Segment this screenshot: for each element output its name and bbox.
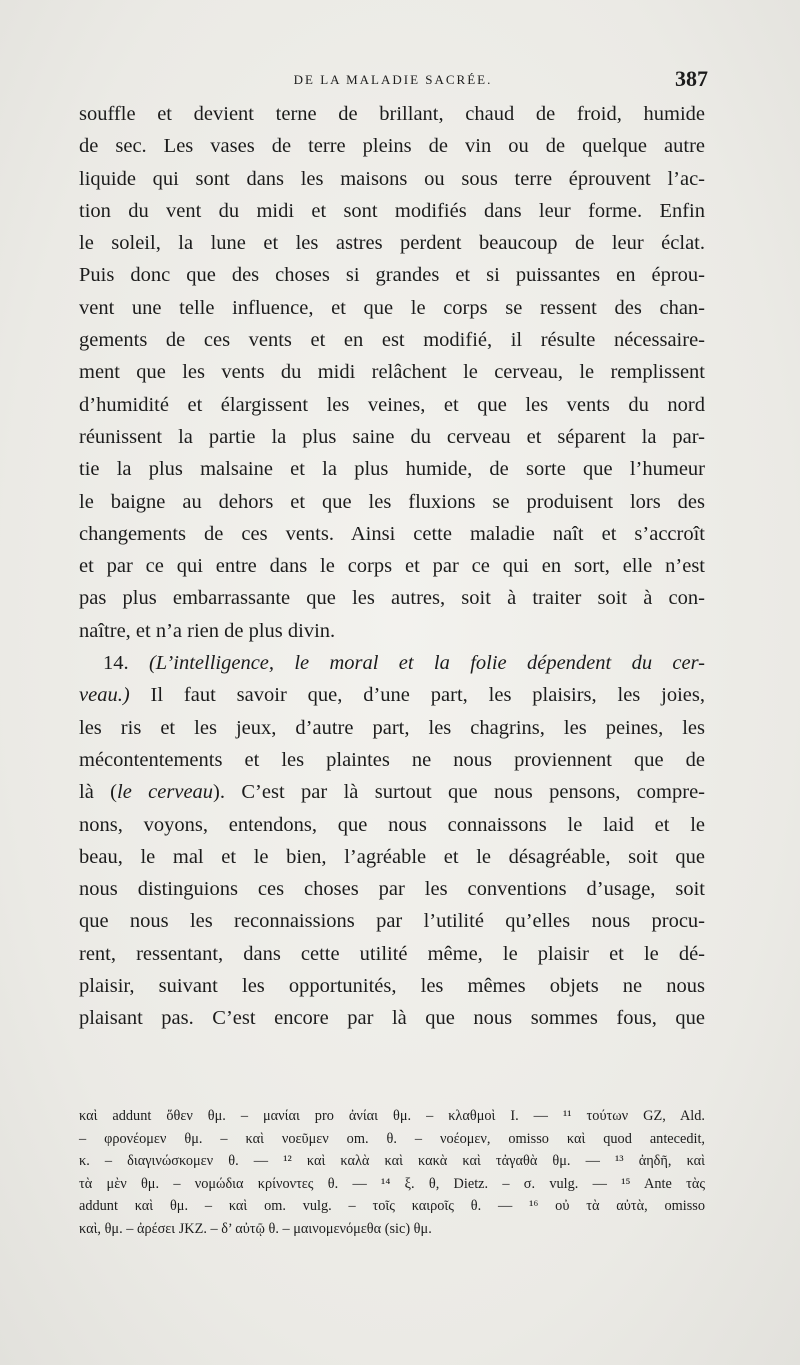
text-line: liquide qui sont dans les maisons ou sous terre éprouvent l’ac- [79, 167, 705, 190]
footnote-line: addunt καὶ θμ. – καὶ om. vulg. – τοῖς καιροῖς θ. — ¹⁶ οὐ τὰ αὐτὰ, omisso [79, 1198, 705, 1214]
text-line: les ris et les jeux, d’autre part, les chagrins, les peines, les [79, 716, 705, 739]
text-segment: Il faut savoir que, d’une part, les plaisirs, les joies, [150, 684, 705, 707]
italic-gloss: le cerveau [117, 781, 214, 804]
text-line: le soleil, la lune et les astres perdent beaucoup de leur éclat. [79, 232, 705, 255]
text-line: que nous les reconnaissions par l’utilité qu’elles nous procu- [79, 910, 705, 933]
text-line: rent, ressentant, dans cette utilité même, le plaisir et le dé- [79, 942, 705, 965]
paragraph-continuation [79, 98, 705, 647]
footnote-line: καὶ addunt ὅθεν θμ. – μανίαι pro ἀνίαι θμ. – κλαθμοὶ I. — ¹¹ τούτων GZ, Ald. [79, 1108, 705, 1124]
page-number: 387 [675, 66, 708, 91]
text-line: tion du vent du midi et sont modifiés dans leur forme. Enfin [79, 199, 705, 222]
text-line: beau, le mal et le bien, l’agréable et le désagréable, soit que [79, 845, 705, 868]
section-title: (L’intelligence, le moral et la folie dépendent du cer- [148, 652, 706, 675]
main-text [79, 98, 705, 1035]
text-line [79, 776, 705, 808]
section-title-end: veau.) [79, 684, 130, 707]
section-14 [79, 647, 705, 1035]
text-segment: ). C’est par là surtout que nous pensons, compre- [213, 781, 705, 804]
text-line: d’humidité et élargissent les veines, et que les vents du nord [79, 393, 705, 416]
text-line: gements de ces vents et en est modifié, il résulte nécessaire- [79, 329, 705, 352]
section-number: 14. [103, 652, 129, 675]
text-line: le baigne au dehors et que les fluxions se produisent lors des [79, 490, 705, 513]
text-line: tie la plus malsaine et la plus humide, de sorte que l’humeur [79, 458, 705, 481]
text-line: naître, et n’a rien de plus divin. [79, 619, 336, 642]
text-line: nous distinguions ces choses par les conventions d’usage, soit [79, 878, 705, 901]
footnote-line: – φρονέομεν θμ. – καὶ νοεῦμεν om. θ. – νοέομεν, omisso καὶ quod antecedit, [79, 1130, 705, 1147]
text-line [79, 679, 705, 711]
text-line: plaisant pas. C’est encore par là que nous sommes fous, que [79, 1007, 705, 1030]
text-line: plaisir, suivant les opportunités, les mêmes objets ne nous [79, 975, 705, 998]
footnote-line: κ. – διαγινώσκομεν θ. — ¹² καὶ καλὰ καὶ κακὰ καὶ τἀγαθὰ θμ. — ¹³ ἀηδῆ, καὶ [79, 1153, 705, 1169]
footnote-line: καὶ, θμ. – ἀρέσει JKZ. – δ’ αὐτῷ θ. – μαινομενόμεθα (sic) θμ. [79, 1220, 432, 1237]
footnotes [79, 1105, 705, 1240]
section-heading-line [79, 647, 705, 679]
text-line: et par ce qui entre dans le corps et par ce qui en sort, elle n’est [79, 555, 705, 578]
footnote-line: τὰ μὲν θμ. – νομώδια κρίνοντες θ. — ¹⁴ ξ. θ, Dietz. – σ. vulg. — ¹⁵ Ante τὰς [79, 1175, 705, 1192]
text-line: réunissent la partie la plus saine du cerveau et séparent la par- [79, 425, 705, 448]
running-head: DE LA MALADIE SACRÉE. [293, 72, 493, 87]
text-line: de sec. Les vases de terre pleins de vin ou de quelque autre [79, 135, 705, 158]
text-line: vent une telle influence, et que le corps se ressent des chan- [79, 296, 705, 319]
text-segment: là ( [79, 781, 117, 804]
text-line: ment que les vents du midi relâchent le cerveau, le remplissent [79, 361, 705, 384]
page-header [78, 66, 708, 96]
text-line: nons, voyons, entendons, que nous connaissons le laid et le [79, 813, 705, 836]
text-line: souffle et devient terne de brillant, chaud de froid, humide [79, 103, 705, 125]
text-line: pas plus embarrassante que les autres, soit à traiter soit à con- [79, 587, 705, 610]
text-line: changements de ces vents. Ainsi cette maladie naît et s’accroît [79, 522, 705, 545]
text-line: Puis donc que des choses si grandes et si puissantes en éprou- [79, 264, 705, 287]
text-line: mécontentements et les plaintes ne nous proviennent que de [79, 748, 705, 771]
